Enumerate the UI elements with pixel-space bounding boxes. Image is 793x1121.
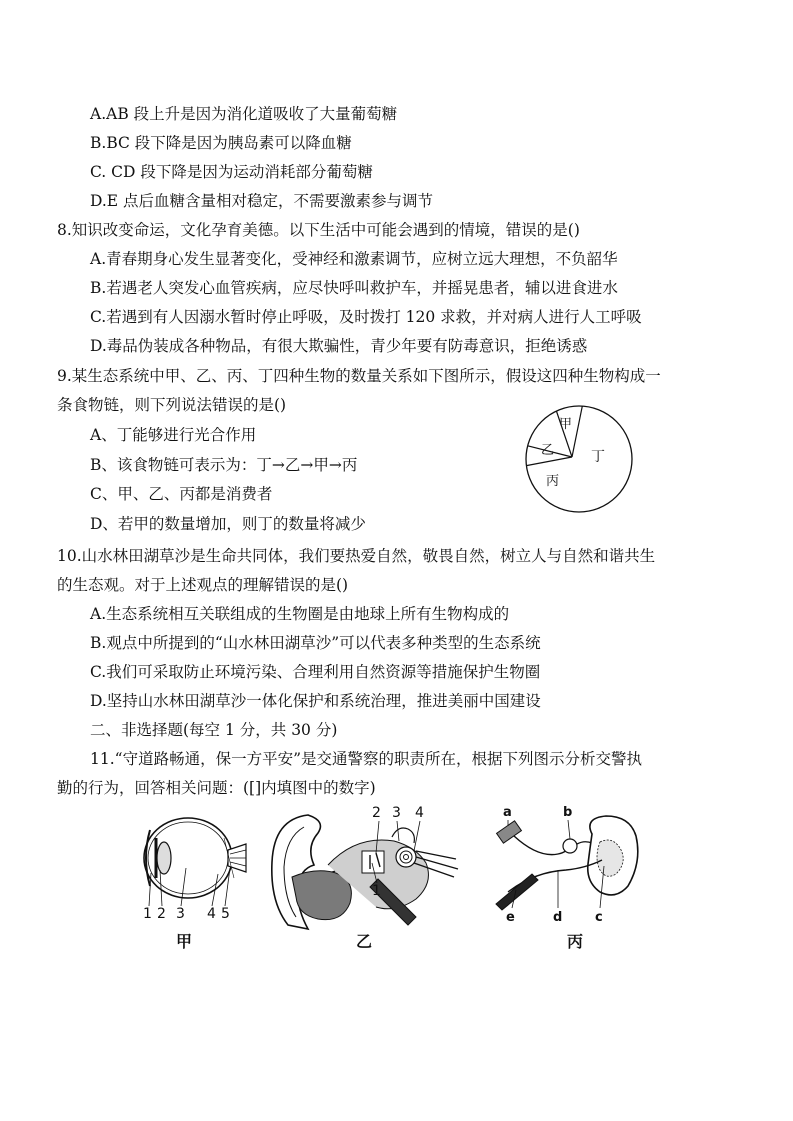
q7-option-b: B.BC 段下降是因为胰岛素可以降血糖 [90,134,352,152]
pie-svg [524,404,634,514]
q9-option-a: A、丁能够进行光合作用 [90,426,257,444]
reflex-leader-lines [488,805,648,918]
ear-label-2: 2 [372,805,381,821]
eye-label-1: 1 [143,906,152,922]
q9-stem-line2: 条食物链，则下列说法错误的是() [57,396,287,414]
q8-option-b: B.若遇老人突发心血管疾病，应尽快呼叫救护车，并摇晃患者，辅以进食进水 [90,279,618,297]
pie-label-yi: 乙 [541,443,555,458]
eye-leader-lines [138,868,248,908]
q10-option-d: D.坚持山水林田湖草沙一体化保护和系统治理，推进美丽中国建设 [90,692,541,710]
pie-label-ding: 丁 [591,449,605,465]
eye-label-2: 2 [157,906,166,922]
reflex-caption: 丙 [567,932,584,951]
q11-stem-line1: 11.“守道路畅通，保一方平安”是交通警察的职责所在，根据下列图示分析交警执 [90,750,643,768]
q9-stem-line1: 9.某生态系统中甲、乙、丙、丁四种生物的数量关系如下图所示，假设这四种生物构成一 [57,367,661,385]
reflex-label-b: b [563,805,573,820]
q8-option-a: A.青春期身心发生显著变化，受神经和激素调节，应树立远大理想，不负韶华 [90,250,618,268]
eye-label-4: 4 [207,906,216,922]
ear-label-1: 1 [372,883,381,899]
q7-option-d: D.E 点后血糖含量相对稳定，不需要激素参与调节 [90,192,434,210]
q7-option-a: A.AB 段上升是因为消化道吸收了大量葡萄糖 [90,105,398,123]
ear-leader-lines [266,807,461,932]
ear-label-4: 4 [415,805,424,821]
q11-stem-line2: 勤的行为，回答相关问题：([]内填图中的数字) [57,779,376,797]
q8-option-c: C.若遇到有人因溺水暂时停止呼吸，及时拨打 120 求救，并对病人进行人工呼吸 [90,308,642,326]
q9-pie-chart [524,404,634,514]
ear-caption: 乙 [356,932,373,951]
reflex-label-e: e [506,910,515,925]
section-heading: 二、非选择题(每空 1 分，共 30 分) [90,721,338,739]
q8-stem: 8.知识改变命运，文化孕育美德。以下生活中可能会遇到的情境，错误的是() [57,221,580,239]
q10-stem-line1: 10.山水林田湖草沙是生命共同体，我们要热爱自然，敬畏自然，树立人与自然和谐共生 [57,547,656,565]
eye-caption: 甲 [176,932,193,951]
q10-option-a: A.生态系统相互关联组成的生物圈是由地球上所有生物构成的 [90,605,510,623]
q7-option-c: C. CD 段下降是因为运动消耗部分葡萄糖 [90,163,373,181]
q10-option-b: B.观点中所提到的“山水林田湖草沙”可以代表多种类型的生态系统 [90,634,541,652]
pie-label-bing: 丙 [546,474,560,489]
q9-option-b: B、该食物链可表示为：丁→乙→甲→丙 [90,456,358,474]
reflex-label-d: d [553,910,563,925]
reflex-label-a: a [503,805,512,820]
q9-option-c: C、甲、乙、丙都是消费者 [90,485,273,503]
eye-label-3: 3 [176,906,185,922]
q10-stem-line2: 的生态观。对于上述观点的理解错误的是() [57,576,349,594]
eye-label-5: 5 [221,906,230,922]
q8-option-d: D.毒品伪装成各种物品，有很大欺骗性，青少年要有防毒意识，拒绝诱惑 [90,337,588,355]
pie-label-jia: 甲 [559,417,573,432]
q9-option-d: D、若甲的数量增加，则丁的数量将减少 [90,515,366,533]
ear-label-3: 3 [392,805,401,821]
reflex-label-c: c [595,910,603,925]
q10-option-c: C.我们可采取防止环境污染、合理利用自然资源等措施保护生物圈 [90,663,541,681]
